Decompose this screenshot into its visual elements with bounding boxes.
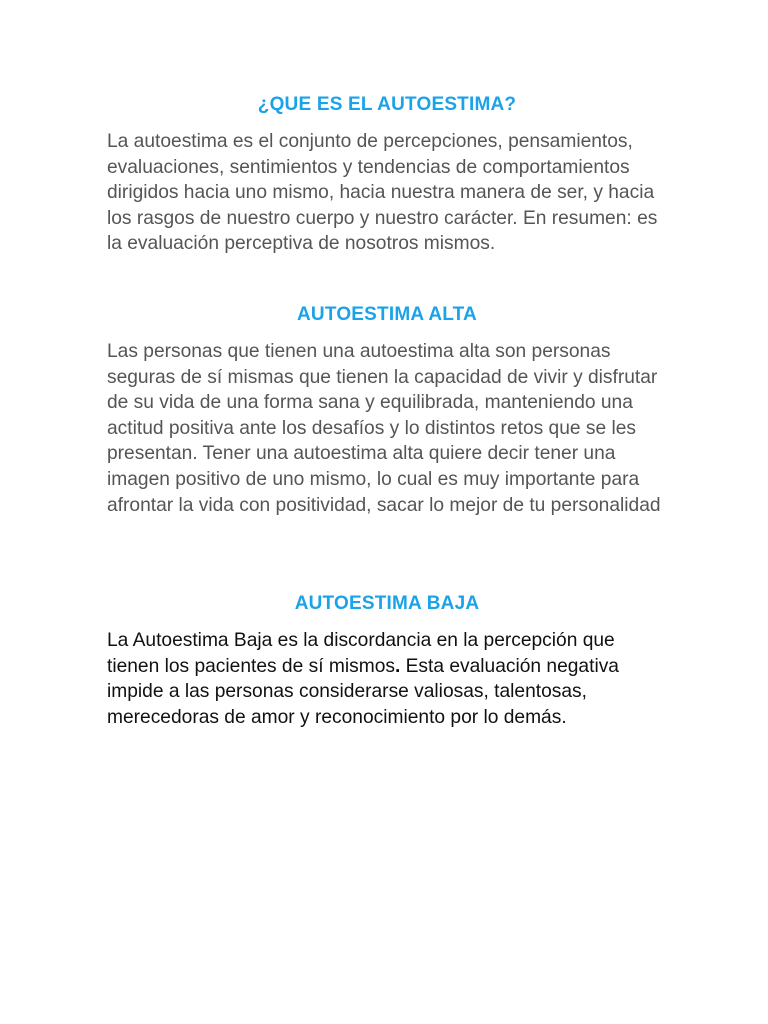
section-body — [107, 628, 667, 730]
section-body-part2: Esta evaluación negativa impide a las personas considerarse valiosas, talentosas, merecedoras de amor y reconocimiento por lo demás. — [107, 655, 619, 728]
section-autoestima-alta — [107, 303, 667, 518]
section-que-es-autoestima — [107, 93, 667, 257]
section-autoestima-baja — [107, 592, 667, 730]
section-heading: ¿QUE ES EL AUTOESTIMA? — [257, 94, 517, 115]
section-heading: AUTOESTIMA BAJA — [294, 593, 480, 614]
section-body: La autoestima es el conjunto de percepciones, pensamientos, evaluaciones, sentimientos y tendencias de comportamientos dirigidos hacia uno mismo, hacia nuestra manera de ser, y hacia los rasgos de nuestro cuerpo y nuestro carácter. En resumen: es la evaluación perceptiva de nosotros mismos. — [107, 131, 658, 255]
section-body-bold: . — [394, 655, 401, 677]
section-heading: AUTOESTIMA ALTA — [297, 304, 477, 325]
section-body-part1: La Autoestima Baja es la discordancia en la percepción que tienen los pacientes de sí mismos — [107, 630, 615, 677]
section-body: Las personas que tienen una autoestima alta son personas seguras de sí mismas que tienen la capacidad de vivir y disfrutar de su vida de una forma sana y equilibrada, manteniendo una actitud positiva ante los desafíos y lo distintos retos que se les presentan. Tener una autoestima alta quiere decir tener una imagen positivo de uno mismo, lo cual es muy importante para afrontar la vida con positividad, sacar lo mejor de tu personalidad — [107, 341, 661, 516]
